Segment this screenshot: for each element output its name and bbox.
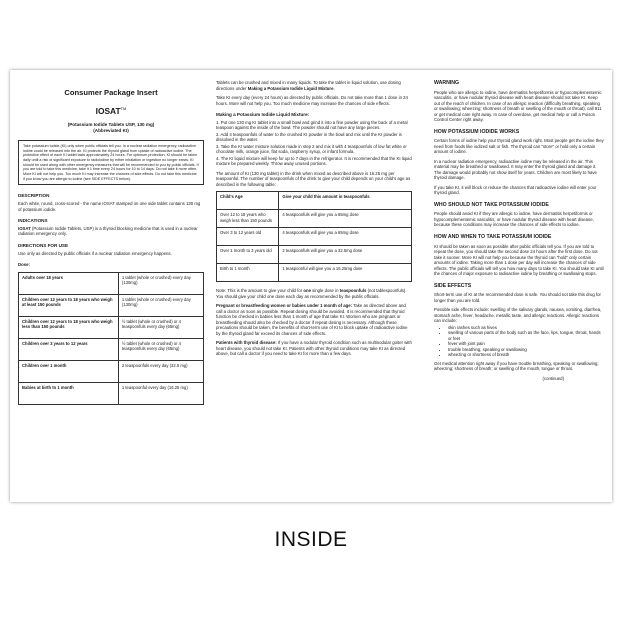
boxed-notice: Take potassium iodide (KI) only when public officials tell you. In a nuclear radiation emergency, radioactive iodine could be released into the air. KI protects the thyroid gland from uptake of radioactive iodine. The protective effect of each KI tablet lasts approximately 24 hours. For optimum protection, KI should be taken daily until a risk of significant exposure to radioiodine by either inhalation or ingestion no longer exists. KI should be used along with other emergency measures that will be recommended to you by public officials. If you are told to take this medicine, take it 1 time every 24 hours for 10 to 14 days. Do not take it more often. More KI will not help you. Too much KI may increase the chances of side effects. Do not take this medicine if you know you are allergic to iodine (see SIDE EFFECTS below). <box>18 140 204 185</box>
side-effects-text-2: Possible side effects include: swelling of the salivary glands, nausea, vomiting, diarrhea, stomach ache, fever, headache, metallic taste, and allergic reactions. Allergic reactions can include: <box>434 307 602 324</box>
crushing-intro <box>216 80 412 91</box>
mixture-heading: Making a Potassium Iodide Liquid Mixture: <box>216 112 310 117</box>
column-left <box>18 80 204 405</box>
note-a: Note: This is the amount to give your child for <box>216 288 304 294</box>
who-text: People should avoid KI if they are allergic to iodine, have dermatitis herpetiformis or hypocomplementemic vasculitis, or have nodular thyroid disease with heart disease, because these conditions may increase the chances of side effects to iodine. <box>434 211 594 228</box>
list-item: • swelling of various parts of the body such as the face, lips, tongue, throat, hands or feet <box>448 330 604 341</box>
thyroid-text <box>216 340 412 357</box>
side-effects-text-3: Get medical attention right away if you have trouble breathing, speaking or swallowing; wheezing; shortness of breath; or swelling of the mouth, tongue or throat. <box>434 360 599 372</box>
note-bold-one: one <box>303 288 311 294</box>
dose-age-cell: Children over 12 years to 18 years who weigh less than 150 pounds <box>19 316 119 338</box>
dose-amount-cell: ½ tablet (whole or crushed) or 4 teaspoonfuls every day (65mg) <box>118 316 203 338</box>
column-middle <box>216 80 412 361</box>
crushing-intro-a: Tablets can be crushed and mixed in many liquids. To take the tablet in liquid solution, use dosing directions under <box>216 80 401 91</box>
amount-text: The amount of KI (130 mg tablet) in the drink when mixed as described above is 16.25 mg per teaspoonful. The number of teaspoonfuls of the drink to give your child depends on your child's age as described in the following table: <box>216 170 411 187</box>
table-row <box>217 228 412 246</box>
indications-heading: INDICATIONS <box>18 218 48 224</box>
note-text <box>216 288 412 299</box>
dose-amount-cell: 1 tablet (whole or crushed) every day (130mg) <box>118 272 203 294</box>
brand-text: IOSAT <box>95 105 121 116</box>
amount-cell: 4 teaspoonfuls will give you a 65mg dose <box>279 228 412 246</box>
allergic-reactions-list <box>434 325 604 358</box>
warning-text: People who are allergic to iodine, have dermatitis herpetiformis or hypocomplementemic vasculitis, or have nodular thyroid disease with heart disease should not take KI. Keep out of the reach of children. In case of an allergic reaction (difficulty breathing, speaking or swallowing; wheezing; shortness of breath or swelling of the mouth or throat), call 911 or get medical care right away. In case of overdose, get medical help or call a Poison Control Center right away. <box>434 89 602 123</box>
table-row <box>19 338 204 360</box>
product-subtitle <box>18 122 204 134</box>
description-text: Each white, round, cross-scored - the name IOSAT stamped on one side tablet contains 130 mg of potassium iodide. <box>18 201 201 212</box>
description-heading: DESCRIPTION <box>18 193 50 199</box>
amount-cell: 2 teaspoonfuls will give you a 32.5mg dose <box>279 246 412 264</box>
insert-title: Consumer Package Insert <box>64 88 158 97</box>
subtitle-line-1: (Potassium Iodide Tablets USP, 130 mg) <box>67 122 155 128</box>
brand-name <box>18 106 204 117</box>
pregnant-body: Take as directed above and call a doctor as soon as possible. Repeat dosing should be avoided. It is recommended that thyroid function be checked in babies less than 1 month of age that take KI. Women who are pregnant or breastfeeding should also be checked by a doctor if repeat dosing is necessary. Although these precautions should be taken, the benefits of short-term use of KI to block uptake of radioactive iodine by the thyroid gland far exceed its chances of side effects. <box>216 303 408 336</box>
list-item: • skin rashes such as hives <box>448 325 604 331</box>
age-cell: Birth to 1 month <box>217 264 279 282</box>
age-cell: Over 1 month to 3 years old <box>217 246 279 264</box>
list-item: • fever with joint pain <box>448 341 604 347</box>
dose-amount-cell: 1 teaspoonful every day (16.25 mg) <box>118 382 203 404</box>
dose-amount-cell: 2 teaspoonfuls every day (32.5 mg) <box>118 360 203 382</box>
dose-age-cell: Children over 12 years to 18 years who weigh at least 150 pounds <box>19 294 119 316</box>
how-heading: HOW POTASSIUM IODIDE WORKS <box>434 128 520 135</box>
when-heading: HOW AND WHEN TO TAKE POTASSIUM IODIDE <box>434 233 552 240</box>
table-row <box>217 264 412 282</box>
how-text-1: Certain forms of iodine help your thyroid gland work right. Most people get the iodine they need from foods like iodized salt or fish. The thyroid can "store" or hold only a certain amount of iodine. <box>434 138 604 155</box>
mixture-step: 3. Take the KI water mixture solution made in step 2 and mix it with 4 teaspoonfuls of low fat white or chocolate milk, orange juice, flat soda, raspberry syrup, or infant formula. <box>216 143 407 155</box>
dose-age-cell: Adults over 18 years <box>19 272 119 294</box>
when-text: KI should be taken as soon as possible after public officials tell you. If you are told to repeat the dose, you should take the second dose 24 hours after the first dose. Do not take it sooner. More KI will not help you because the thyroid can "hold" only certain amounts of iodine. Taking more than 1 dose per day will increase the chances of side effects. The public officials will tell you how many days to take KI. You should take KI until the chances of major exposure to radioactive iodine by breathing or swallowing stops. <box>434 243 604 277</box>
directions-heading: DIRECTIONS FOR USE <box>18 242 69 248</box>
indications-body: (Potassium Iodide Tablets, USP) is a thyroid blocking medicine that is used in a nuclear radiation emergency only. <box>18 225 198 237</box>
pregnant-text <box>216 303 412 336</box>
side-effects-heading: SIDE EFFECTS <box>434 282 472 289</box>
trademark-mark: TM <box>120 105 127 111</box>
age-cell: Over 12 to 18 years who weigh less than 150 pounds <box>217 210 279 228</box>
table-row <box>19 294 204 316</box>
table-row <box>19 272 204 294</box>
table-row <box>217 210 412 228</box>
mixture-step: 4. The KI liquid mixture will keep for up to 7 days in the refrigerator. It is recommended that the KI liquid mixture be prepared weekly. Throw away unused portions. <box>216 155 412 167</box>
amount-header: Give your child this amount in teaspoonfuls <box>279 192 412 210</box>
inside-caption: INSIDE <box>274 528 348 551</box>
thyroid-body: If you have a nodular thyroid condition such as multinodular goiter with heart disease, you should not take KI. Patients with other thyroid conditions may take KI as directed above, but call a doctor if you need to take KI for more than a few days. <box>216 340 412 357</box>
mixture-step: 1. Put one 130 mg KI tablet into a small bowl and grind it into a fine powder using the back of a metal teaspoon against the inside of the bowl. The powder should not have any large pieces. <box>216 119 408 131</box>
directions-text: Use only as directed by public officials if a nuclear radiation emergency happens. <box>18 250 172 256</box>
table-header-row <box>217 192 412 210</box>
table-row <box>19 382 204 404</box>
indications-brand: IOSAT <box>18 225 31 231</box>
dose-age-cell: Children over 1 month <box>19 360 119 382</box>
warning-heading: WARNING <box>434 80 460 86</box>
dose-amount-cell: 1 tablet (whole or crushed) every day (130mg) <box>118 294 203 316</box>
how-text-3: If you take KI, it will block or reduce the chances that radioactive iodine will enter your thyroid gland. <box>434 184 597 196</box>
daily-dose-text: Take KI every day (every 24 hours) as directed by public officials. Do not take more than 1 dose in 24 hours. More will not help you. Too much medicine may increase the chances of side effects. <box>216 95 408 106</box>
table-row <box>217 246 412 264</box>
note-b: single dose in <box>310 288 340 294</box>
list-item: • trouble breathing, speaking or swallowing <box>448 347 604 353</box>
continued-label: (continued) <box>542 375 564 381</box>
note-bold-teaspoonfuls: teaspoonfuls <box>339 288 367 294</box>
amount-cell: 1 teaspoonful will give you a 16.25mg dose <box>279 264 412 282</box>
who-heading: WHO SHOULD NOT TAKE POTASSIUM IODIDE <box>434 201 549 208</box>
dose-label: Dose: <box>18 262 30 268</box>
table-row <box>19 360 204 382</box>
note-c: (not tablespoonfuls). You should give your child one dose each day as recommended by the public officials. <box>216 288 407 299</box>
amount-cell: 4 teaspoonfuls will give you a 65mg dose <box>279 210 412 228</box>
subtitle-line-2: (Abbreviated KI) <box>93 128 129 134</box>
side-effects-text-1: Short-term use of KI at the recommended dose is safe. You should not take this drug for longer than you are told. <box>434 292 601 303</box>
dose-table <box>18 272 204 405</box>
dose-age-cell: Children over 3 years to 12 years <box>19 338 119 360</box>
mixture-step: 2. Add 4 teaspoonfuls of water to the crushed KI powder in the bowl and mix until the KI powder is dissolved in the water. <box>216 131 402 143</box>
table-row <box>19 316 204 338</box>
dose-amount-cell: ½ tablet (whole or crushed) or 4 teaspoonfuls every day (65mg) <box>118 338 203 360</box>
child-age-table <box>216 191 412 282</box>
age-header: Child's Age <box>217 192 279 210</box>
age-cell: Over 3 to 12 years old <box>217 228 279 246</box>
crushing-intro-b: . <box>333 85 335 91</box>
dose-age-cell: Babies at birth to 1 month <box>19 382 119 404</box>
thyroid-heading: Patients with thyroid disease: <box>216 340 277 346</box>
indications-text <box>18 226 204 237</box>
package-insert-sheet <box>10 70 612 502</box>
crushing-intro-link: Making a Potassium Iodide Liquid Mixture <box>247 85 334 91</box>
list-item: • wheezing or shortness of breath <box>448 352 604 358</box>
pregnant-heading: Pregnant or breastfeeding women or babies under 1 month of age: <box>216 303 353 309</box>
how-text-2: In a nuclear radiation emergency, radioactive iodine may be released in the air. This material may be breathed or swallowed. It may enter the thyroid gland and damage it. The damage would probably not show itself for years. Children are most likely to have thyroid damage. <box>434 158 597 181</box>
column-right <box>434 80 604 385</box>
